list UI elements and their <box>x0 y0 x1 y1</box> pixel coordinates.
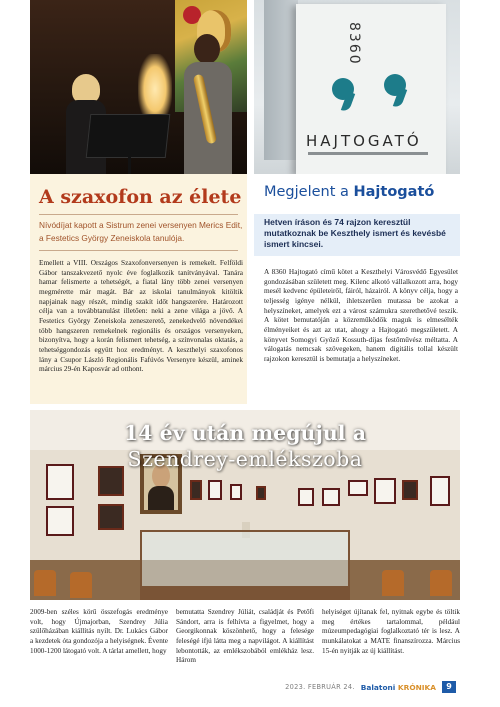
brand-accent: KRÓNIKA <box>397 682 436 692</box>
stool <box>34 570 56 596</box>
text-column-2: bemutatta Szendrey Júliát, családját és Petőfi Sándort, arra is felhívta a figyelmet, hogy a Georgikonnak köszönhető, hogy a felesége feleségé ifjú látta meg a napvilágot. A kiállítást lebontották, az emlékszobából emlékház lesz. Három <box>176 608 314 665</box>
saxophonist-figure <box>180 34 236 174</box>
saxophone-article <box>30 174 247 404</box>
article-lead: Nívódíjat kapott a Sistrum zenei versenyen Merics Edit, a Festetics György Zeneiskola tanulója. <box>39 220 243 243</box>
wall-frame <box>374 478 396 504</box>
title-bold: Hajtogató <box>353 184 435 200</box>
wall-frame <box>430 476 450 506</box>
wall-frame <box>402 480 418 500</box>
publication-logo <box>361 683 436 692</box>
museum-headline <box>30 420 460 472</box>
divider <box>39 214 238 215</box>
wall-frame <box>230 484 242 500</box>
book-cover <box>296 4 446 174</box>
headline-line-2: Szendrey-emlékszoba <box>127 447 363 471</box>
article-title <box>264 184 434 200</box>
stool <box>430 570 452 596</box>
article-lead: Hetven íráson és 74 rajzon keresztül mutatkoznak be Keszthely ismert és kevésbé ismert kincsei. <box>264 217 446 249</box>
hajtogato-article <box>254 174 460 404</box>
wall-frame <box>98 504 124 530</box>
wall-frame <box>46 506 74 536</box>
book-photo <box>254 0 460 174</box>
book-number: 8360 <box>346 22 362 66</box>
wall-frame <box>348 480 368 496</box>
article-title: A szaxofon az élete <box>39 186 242 208</box>
display-case <box>140 530 350 590</box>
music-stand <box>86 114 171 158</box>
divider <box>39 250 238 251</box>
headline-line-1: 14 év után megújul a <box>124 421 366 445</box>
concert-photo <box>30 0 247 174</box>
brand-main: Balatoni <box>360 682 398 692</box>
page-footer <box>285 681 456 693</box>
wall-frame <box>322 488 340 506</box>
page-number: 9 <box>442 681 456 693</box>
stool <box>70 572 92 598</box>
wall-frame <box>190 480 202 500</box>
stool <box>382 570 404 596</box>
museum-photo <box>30 410 460 600</box>
wall-frame <box>298 488 314 506</box>
article-body: A 8360 Hajtogató című kötet a Keszthelyi Városvédő Egyesület gondozásában született meg. Kilenc alkotó vállalkozott arra, hogy mesél kedvenc épületeiről, fáiról, házairól. A könyv célja, hogy a teljesség igénye nélkül, ihletszerűen mutassa be azokat a helyszíneket, amelyek ezt a várost számukra szerethetővé teszik. A kötet bemutatóján a közreműködők maguk is elmesélték élményeiket és azt az utat, ahogy a Hajtogató megszületett. A könyvet Somogyi Győző Kossuth-díjas festőművész méltatta. A válogatás nemcsak szövegeken, hanem digitális tollal készült rajzokon keresztül is bemutatja a helyszíneket. <box>264 267 458 363</box>
text-column-1: 2009-ben széles körű összefogás eredménye volt, hogy Újmajorban, Szendrey Júlia szülőházában kiállítás nyílt. Dr. Lukács Gábor a kezdetek óta gondozója a helyiségnek. Évente 1000-1200 látogató volt. A tárlat amellett, hogy <box>30 608 168 655</box>
wall-frame <box>256 486 266 500</box>
article-body: Emellett a VIII. Országos Szaxofonversenyen is remekelt. Felföldi Gábor tanszakvezető nyolc éve foglalkozik tanítványával. Tanára hamar felismerte a tehetségét, a fiatal lány több zenei versenyen megmérette már magát. Bár az iskolai tanulmányok kitöltik napjainak nagy részét, mindig szakít időt hangszerére. Határozott célja van a továbbtanulást illetően: neki a zene világa a jövő. A Festetics György Zeneiskola zeneszerető, zenekedvelő növendékei több hangszeren remekelnek regionális és országos versenyeken, bizonyítva, hogy a korán felismert tehetség, a színvonalas oktatás, a tehetséggondozás együtt hoz eredményt. A keszthelyi szaxofonos lány a Csupor László Regionális Fafúvós Versenyre készül, aminek március 29-én Kaposvár ad otthont. <box>39 258 243 374</box>
book-title: HAJTOGATÓ <box>306 132 422 150</box>
text-column-3: helyiséget újítanak fel, nyitnak egybe és töltik meg értékes tartalommal, például múzeumpedagógiai foglalkoztató tér is lesz. A munkálatokat a MATE finanszírozza. Március 15-én nyitják az új kiállítást. <box>322 608 460 655</box>
issue-date: 2023. FEBRUÁR 24. <box>285 683 355 691</box>
title-plain: Megjelent a <box>264 184 354 200</box>
wall-frame <box>208 480 222 500</box>
